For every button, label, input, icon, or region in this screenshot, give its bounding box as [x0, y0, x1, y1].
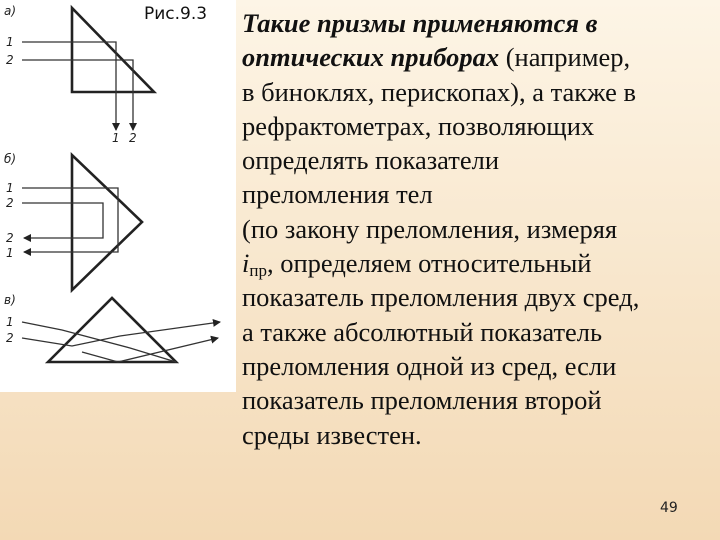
text-line-2-bold: оптических приборах [242, 42, 500, 73]
ray-label-2b: 2 [6, 196, 14, 210]
ray-label-1a: 1 [6, 35, 14, 49]
text-line-9: показатель преломления двух сред, [242, 282, 640, 313]
ray-label-2a: 2 [6, 53, 14, 67]
text-line-10: а также абсолютный показатель [242, 316, 603, 347]
ray-label-2c: 2 [6, 331, 14, 345]
text-line-8-i: i [242, 248, 250, 279]
page-number: 49 [660, 500, 678, 516]
ray-label-1b-out: 1 [6, 246, 14, 260]
figure-caption: Рис.9.3 [144, 4, 208, 24]
text-line-13: среды известен. [242, 419, 422, 450]
label-b: б) [4, 152, 17, 166]
label-v: в) [4, 293, 16, 307]
text-line-7: (по закону преломления, измеряя [242, 213, 618, 244]
text-line-8-sub: пр [249, 261, 267, 281]
text-line-2-rest: (например, [499, 42, 631, 73]
body-text [242, 6, 720, 452]
text-line-2 [242, 40, 720, 74]
ray-label-2a-bottom: 2 [129, 131, 137, 145]
text-line-6: преломления тел [242, 179, 433, 210]
prism-diagram [0, 0, 236, 392]
text-line-1: Такие призмы применяются в [242, 8, 598, 38]
text-line-5: определять показатели [242, 145, 500, 176]
text-line-8-rest: , определяем относительный [266, 248, 592, 279]
prism-figure [0, 0, 236, 392]
text-line-12: показатель преломления второй [242, 385, 602, 416]
ray-label-2b-out: 2 [6, 231, 14, 245]
ray-label-1b: 1 [6, 181, 14, 195]
label-a: а) [4, 4, 17, 18]
prism-b [72, 155, 142, 290]
text-line-11: преломления одной из сред, если [242, 350, 617, 381]
text-line-4: рефрактометрах, позволяющих [242, 110, 595, 141]
ray-label-1a-bottom: 1 [112, 131, 120, 145]
ray-label-1c: 1 [6, 315, 14, 329]
text-line-8 [242, 246, 720, 280]
text-line-3: в биноклях, перископах), а также в [242, 76, 636, 107]
